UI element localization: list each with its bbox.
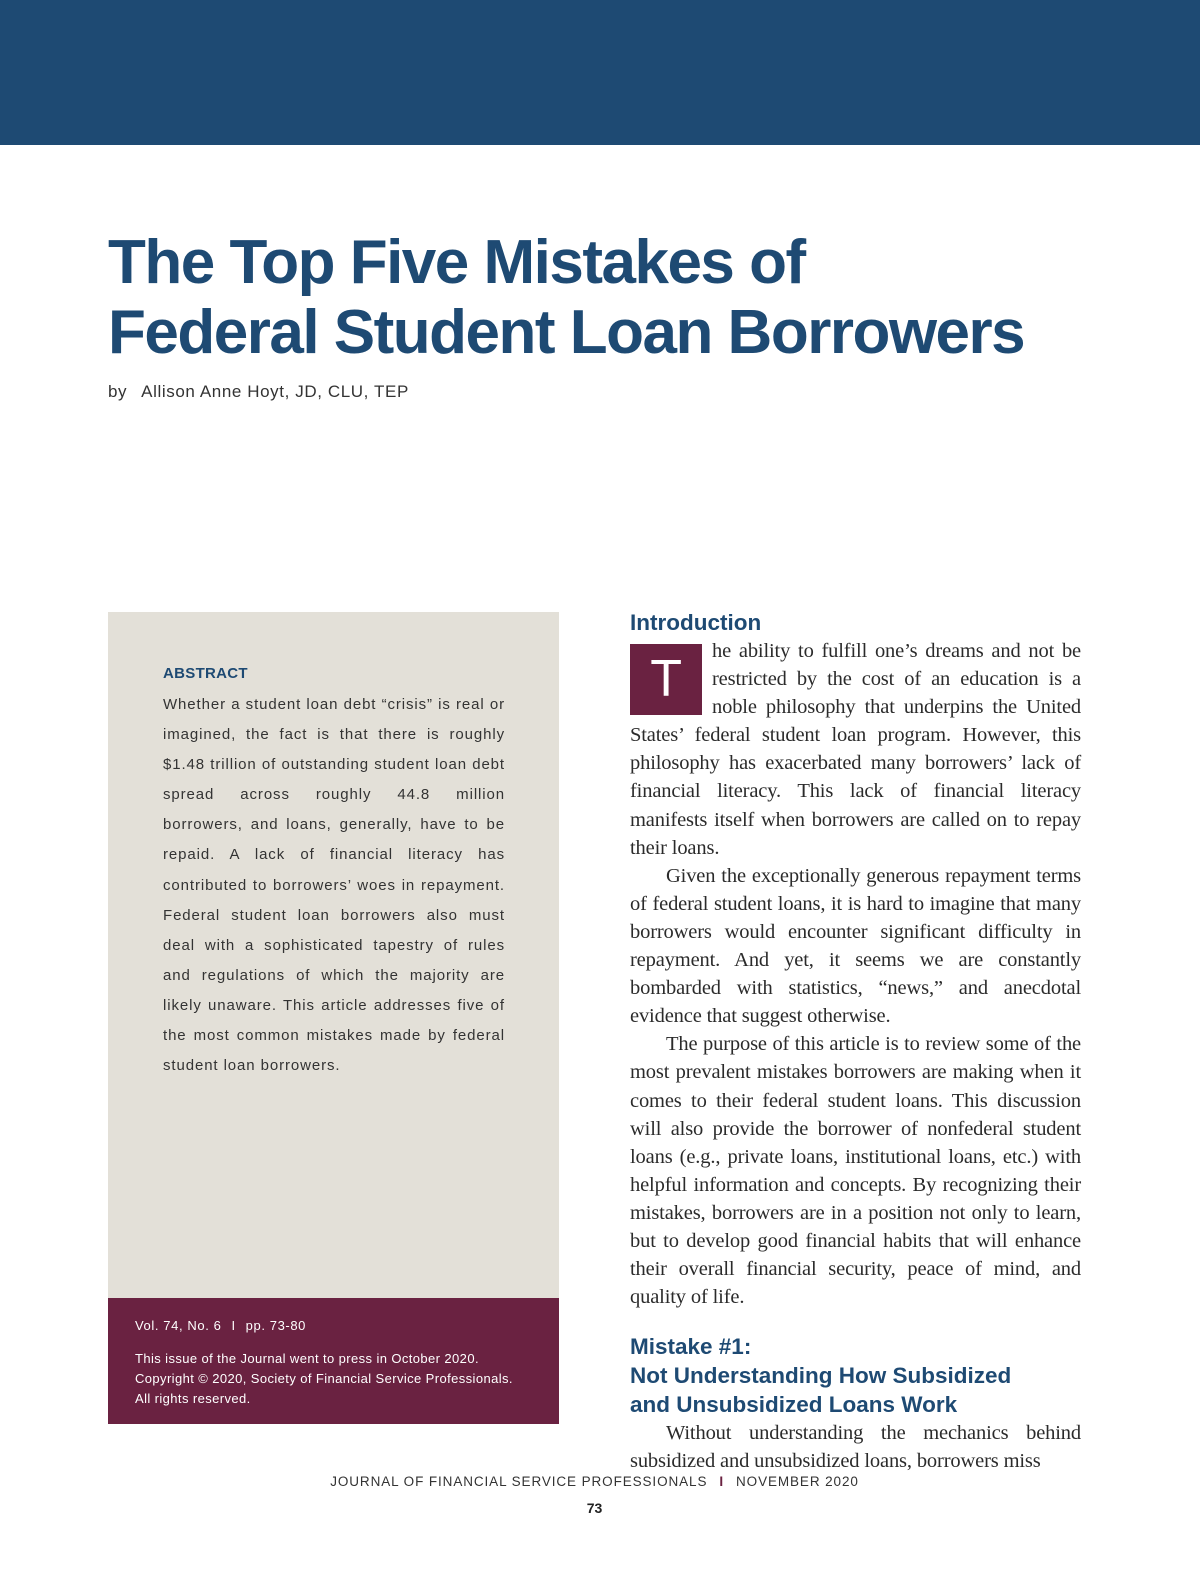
title-line-1: The Top Five Mistakes of <box>108 228 805 297</box>
abstract-panel <box>108 612 559 1298</box>
press-date-note: This issue of the Journal went to press in October 2020. <box>135 1351 479 1366</box>
page-number: 73 <box>586 1500 603 1516</box>
article-title <box>108 228 1108 368</box>
intro-paragraph-1-text: he ability to fulfill one’s dreams and not be restricted by the cost of an education is a noble philosophy that underpins the United States’ federal student loan program. However, this philosophy has exacerbated many borrowers’ lack of financial literacy. This lack of financial literacy manifests itself when borrowers are called on to repay their loans. <box>630 640 1081 859</box>
press-note <box>135 1349 545 1409</box>
mistake-1-paragraph-1: Without understanding the mechanics behind subsidized and unsubsidized loans, borrowers miss <box>630 1422 1081 1473</box>
byline <box>108 382 409 402</box>
footer-separator: I <box>719 1474 725 1489</box>
publication-info-panel <box>108 1298 559 1424</box>
title-line-2: Federal Student Loan Borrowers <box>108 298 1025 367</box>
introduction-heading: Introduction <box>630 610 762 635</box>
page-range: pp. 73-80 <box>245 1318 307 1333</box>
volume-info <box>135 1318 306 1333</box>
mistake-1-heading-line-2: Not Understanding How Subsidized <box>630 1363 1012 1389</box>
copyright-note: Copyright © 2020, Society of Financial Service Professionals. <box>135 1371 513 1386</box>
intro-paragraph-1 <box>630 637 1081 862</box>
mistake-1-heading-line-3: and Unsubsidized Loans Work <box>630 1392 958 1418</box>
issue-date: NOVEMBER 2020 <box>736 1474 859 1489</box>
abstract-label: ABSTRACT <box>163 665 248 682</box>
intro-paragraph-3: The purpose of this article is to review some of the most prevalent mistakes borrowers are making when it comes to their federal student loans. This discussion will also provide the borrower of nonfederal student loans (e.g., private loans, institutional loans, etc.) with helpful information and concepts. By recognizing their mistakes, borrowers are in a position not only to learn, but to develop good financial habits that will enhance their overall financial security, peace of mind, and quality of life. <box>630 1033 1081 1309</box>
intro-paragraph-2: Given the exceptionally generous repayment terms of federal student loans, it is hard to imagine that many borrowers would encounter significant difficulty in repayment. And yet, it seems we are constantly bombarded with statistics, “news,” and anecdotal evidence that suggest otherwise. <box>630 864 1081 1028</box>
journal-name: JOURNAL OF FINANCIAL SERVICE PROFESSIONALS <box>330 1474 708 1489</box>
abstract-text: Whether a student loan debt “crisis” is real or imagined, the fact is that there is roughly $1.48 trillion of outstanding student loan debt spread across roughly 44.8 million borrowers, and loans, generally, have to be repaid. A lack of financial literacy has contributed to borrowers’ woes in repayment. Federal student loan borrowers also must deal with a sophisticated tapestry of rules and regulations of which the majority are likely unaware. This article addresses five of the most common mistakes made by federal student loan borrowers. <box>163 696 505 1075</box>
drop-cap: T <box>630 644 702 715</box>
byline-prefix: by <box>108 382 128 401</box>
mistake-1-heading <box>630 1332 1081 1419</box>
volume-number: Vol. 74, No. 6 <box>135 1318 222 1333</box>
header-band <box>0 0 1200 145</box>
author-name: Allison Anne Hoyt, JD, CLU, TEP <box>141 382 409 401</box>
mistake-1-heading-line-1: Mistake #1: <box>630 1334 752 1360</box>
volume-separator: I <box>231 1318 236 1333</box>
rights-note: All rights reserved. <box>135 1391 251 1406</box>
page-footer <box>0 1474 1189 1489</box>
article-body <box>630 608 1081 1475</box>
